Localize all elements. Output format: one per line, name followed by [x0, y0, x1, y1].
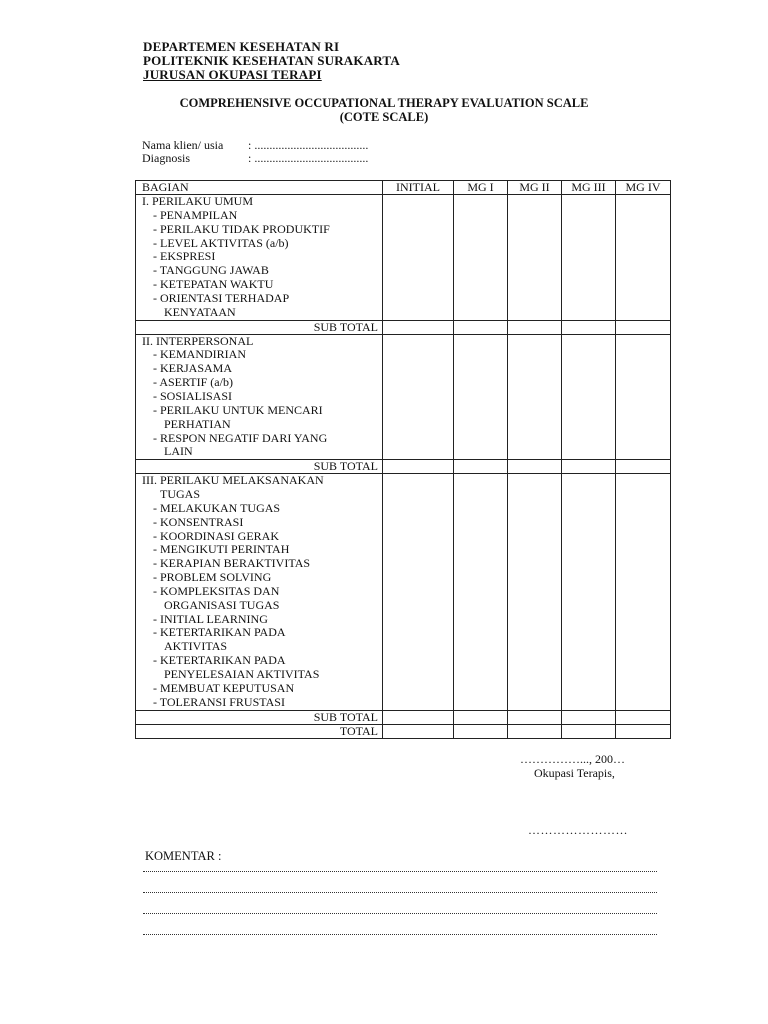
signature-date: ……………..., 200… [520, 752, 625, 766]
list-item: - KERAPIAN BERAKTIVITAS [153, 556, 311, 571]
list-item: - KOMPLEKSITAS DAN [153, 583, 280, 598]
list-item: - ORIENTASI TERHADAP [153, 290, 290, 305]
list-item: - SOSIALISASI [153, 388, 233, 403]
score-cell[interactable] [508, 195, 562, 321]
form-subtitle: (COTE SCALE) [339, 110, 429, 124]
subtotal-row [136, 320, 671, 334]
section-row-perilaku-umum [136, 195, 671, 321]
score-cell[interactable] [562, 195, 616, 321]
subtotal-label: SUB TOTAL [136, 460, 383, 474]
list-item: PERHATIAN [164, 416, 231, 431]
subtotal-label: SUB TOTAL [136, 320, 383, 334]
score-cell[interactable] [383, 334, 454, 460]
score-cell[interactable] [508, 474, 562, 710]
section-title-cont: TUGAS [160, 487, 201, 502]
score-cell[interactable] [454, 460, 508, 474]
list-item: - TANGGUNG JAWAB [153, 263, 269, 278]
list-item: - LEVEL AKTIVITAS (a/b) [153, 235, 289, 250]
list-item: - KEMANDIRIAN [153, 347, 246, 362]
comment-line[interactable] [143, 934, 657, 935]
department-name: DEPARTEMEN KESEHATAN RI [143, 39, 340, 54]
list-item: - INITIAL LEARNING [153, 611, 268, 626]
score-cell[interactable] [454, 195, 508, 321]
score-cell[interactable] [562, 474, 616, 710]
score-cell[interactable] [616, 710, 671, 724]
score-cell[interactable] [383, 474, 454, 710]
list-item: - MENGIKUTI PERINTAH [153, 542, 290, 557]
score-cell[interactable] [616, 724, 671, 738]
section-row-melaksanakan-tugas [136, 474, 671, 710]
total-label: TOTAL [136, 724, 383, 738]
header-mg3: MG III [562, 181, 616, 195]
header-initial: INITIAL [383, 181, 454, 195]
list-item: - KERJASAMA [153, 361, 233, 376]
score-cell[interactable] [454, 334, 508, 460]
list-item: - MELAKUKAN TUGAS [153, 500, 281, 515]
list-item: - PENAMPILAN [153, 207, 238, 222]
total-row [136, 724, 671, 738]
list-item: - KETERTARIKAN PADA [153, 653, 286, 668]
score-cell[interactable] [454, 724, 508, 738]
header-mg1: MG I [454, 181, 508, 195]
score-cell[interactable] [562, 724, 616, 738]
score-cell[interactable] [508, 320, 562, 334]
header-mg2: MG II [508, 181, 562, 195]
score-cell[interactable] [383, 320, 454, 334]
score-cell[interactable] [383, 710, 454, 724]
score-cell[interactable] [616, 195, 671, 321]
section-labels [136, 195, 383, 321]
subtotal-label: SUB TOTAL [136, 710, 383, 724]
list-item: - RESPON NEGATIF DARI YANG [153, 430, 328, 445]
form-title: COMPREHENSIVE OCCUPATIONAL THERAPY EVALUATION SCALE [179, 96, 589, 110]
client-name-field[interactable]: : ...................................... [248, 138, 369, 152]
list-item: - PERILAKU TIDAK PRODUKTIF [153, 221, 330, 236]
program-name: JURUSAN OKUPASI TERAPI [143, 67, 322, 82]
section-title: III. PERILAKU MELAKSANAKAN [142, 473, 324, 488]
subtotal-row [136, 460, 671, 474]
list-item: KENYATAAN [164, 304, 236, 319]
comment-label: KOMENTAR : [145, 849, 222, 863]
list-item: - KONSENTRASI [153, 514, 244, 529]
score-cell[interactable] [616, 334, 671, 460]
list-item: - KETERTARIKAN PADA [153, 625, 286, 640]
score-cell[interactable] [562, 320, 616, 334]
list-item: - TOLERANSI FRUSTASI [153, 694, 285, 709]
header-mg4: MG IV [616, 181, 671, 195]
score-cell[interactable] [508, 334, 562, 460]
score-cell[interactable] [616, 460, 671, 474]
section-labels [136, 334, 383, 460]
list-item: ORGANISASI TUGAS [164, 597, 280, 612]
comment-line[interactable] [143, 892, 657, 893]
list-item: - KOORDINASI GERAK [153, 528, 279, 543]
score-cell[interactable] [616, 474, 671, 710]
section-labels [136, 474, 383, 710]
list-item: - PROBLEM SOLVING [153, 570, 272, 585]
subtotal-row [136, 710, 671, 724]
score-cell[interactable] [508, 724, 562, 738]
table-header-row [136, 181, 671, 195]
diagnosis-field[interactable]: : ...................................... [248, 151, 369, 165]
score-cell[interactable] [383, 724, 454, 738]
score-cell[interactable] [454, 320, 508, 334]
list-item: - KETEPATAN WAKTU [153, 277, 274, 292]
signature-name-line: …………………… [528, 823, 628, 837]
section-title: I. PERILAKU UMUM [142, 194, 253, 208]
list-item: - EKSPRESI [153, 249, 216, 264]
list-item: - PERILAKU UNTUK MENCARI [153, 402, 323, 417]
client-name-label: Nama klien/ usia [142, 138, 224, 152]
evaluation-table [135, 180, 671, 739]
score-cell[interactable] [383, 460, 454, 474]
list-item: LAIN [164, 444, 193, 459]
section-title: II. INTERPERSONAL [142, 333, 254, 348]
score-cell[interactable] [508, 710, 562, 724]
score-cell[interactable] [508, 460, 562, 474]
list-item: AKTIVITAS [164, 639, 228, 654]
list-item: PENYELESAIAN AKTIVITAS [164, 667, 320, 681]
score-cell[interactable] [454, 710, 508, 724]
comment-line[interactable] [143, 871, 657, 872]
diagnosis-label: Diagnosis [142, 151, 190, 165]
score-cell[interactable] [616, 320, 671, 334]
section-row-interpersonal [136, 334, 671, 460]
list-item: - ASERTIF (a/b) [153, 375, 233, 390]
score-cell[interactable] [562, 460, 616, 474]
comment-line[interactable] [143, 913, 657, 914]
score-cell[interactable] [454, 474, 508, 710]
score-cell[interactable] [562, 334, 616, 460]
signature-role: Okupasi Terapis, [534, 766, 615, 780]
score-cell[interactable] [562, 710, 616, 724]
header-bagian: BAGIAN [136, 181, 383, 195]
list-item: - MEMBUAT KEPUTUSAN [153, 680, 295, 695]
score-cell[interactable] [383, 195, 454, 321]
institution-name: POLITEKNIK KESEHATAN SURAKARTA [143, 53, 400, 68]
